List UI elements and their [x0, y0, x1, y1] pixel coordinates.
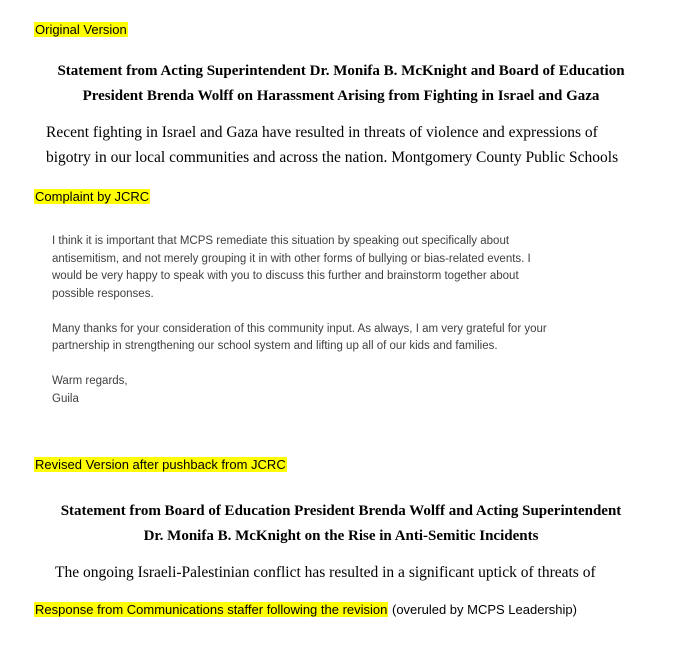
email-paragraph-1-line: I think it is important that MCPS remediate this situation by speaking out specifically about [52, 235, 510, 247]
email-closing: Warm regards, [52, 375, 128, 387]
email-paragraph-1-line: antisemitism, and not merely grouping it in with other forms of bullying or bias-related events. I [52, 252, 531, 265]
email-paragraph-2-line: Many thanks for your consideration of this community input. As always, I am very grateful for your [52, 322, 547, 335]
email-paragraph-1-line: possible responses. [52, 287, 154, 300]
original-version-label: Original Version [35, 22, 127, 37]
original-body-line-1: Recent fighting in Israel and Gaza have resulted in threats of violence and expressions of [46, 124, 598, 141]
revised-version-label: Revised Version after pushback from JCRC [35, 457, 286, 472]
original-body-line-2: bigotry in our local communities and across the nation. Montgomery County Public Schools [46, 149, 619, 166]
email-paragraph-1-line: would be very happy to speak with you to discuss this further and brainstorm together about [52, 270, 519, 282]
revised-title-line-2: Dr. Monifa B. McKnight on the Rise in Anti-Semitic Incidents [143, 528, 539, 544]
response-highlight: Response from Communications staffer following the revision [35, 602, 388, 617]
original-title-line-2: President Brenda Wolff on Harassment Arising from Fighting in Israel and Gaza [82, 88, 600, 104]
response-note: (overuled by MCPS Leadership) [388, 602, 577, 617]
original-title-line-1: Statement from Acting Superintendent Dr. Monifa B. McKnight and Board of Education [57, 63, 625, 79]
revised-body-line: The ongoing Israeli-Palestinian conflict has resulted in a significant uptick of threats of [55, 564, 596, 581]
complaint-email [52, 233, 547, 408]
revised-title-line-1: Statement from Board of Education President Brenda Wolff and Acting Superintendent [60, 503, 622, 519]
response-label [34, 602, 577, 618]
email-blank-line [52, 303, 547, 321]
email-signature: Guila [52, 392, 79, 405]
email-paragraph-2-line: partnership in strengthening our school system and lifting up all of our kids and families. [52, 340, 498, 352]
complaint-label: Complaint by JCRC [35, 189, 150, 204]
email-blank-line [52, 356, 547, 374]
